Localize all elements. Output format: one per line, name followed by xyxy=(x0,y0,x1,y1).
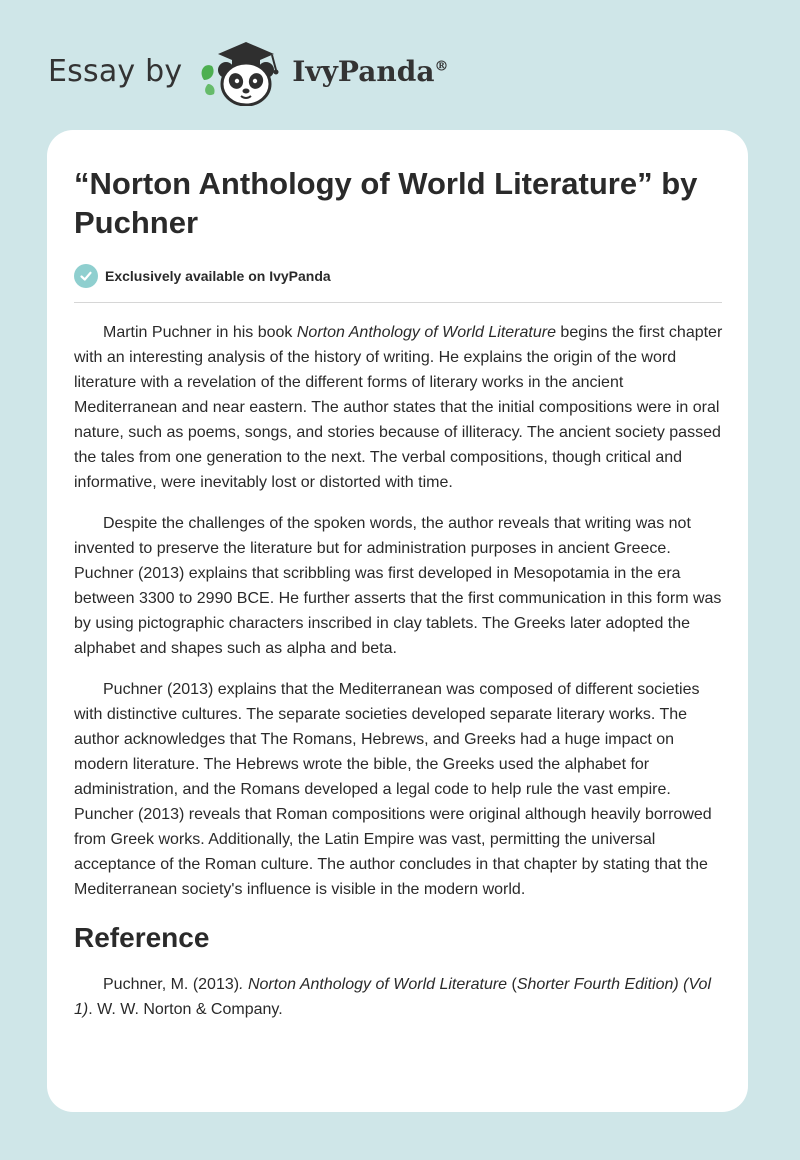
essay-body xyxy=(74,320,724,1038)
exclusive-badge-row xyxy=(74,264,331,288)
essay-title: “Norton Anthology of World Literature” by Puchner xyxy=(74,166,698,240)
paragraph-2: Despite the challenges of the spoken words, the author reveals that writing was not invented to preserve the literature but for administration purposes in ancient Greece. Puchner (2013) explains that scribbling was first developed in Mesopotamia in the era between 3300 to 2990 BCE. He further asserts that the first communication in this form was by using pictographic characters inscribed in clay tablets. The Greeks later adopted the alphabet and shapes such as alpha and beta. xyxy=(74,515,722,657)
essay-by-label: Essay by xyxy=(48,53,183,89)
panda-logo-icon[interactable] xyxy=(196,36,288,106)
brand-name[interactable]: IvyPanda® xyxy=(292,54,449,88)
site-header xyxy=(48,36,448,106)
reference-entry: Puchner, M. (2013). Norton Anthology of World Literature (Shorter Fourth Edition) (Vol 1). W. W. Norton & Company. xyxy=(74,976,711,1018)
divider xyxy=(74,302,722,303)
reference-heading: Reference xyxy=(74,922,210,953)
paragraph-3: Puchner (2013) explains that the Mediterranean was composed of different societies with distinctive cultures. The separate societies developed separate literary works. The author acknowledges that The Romans, Hebrews, and Greeks had a huge impact on modern literature. The Hebrews wrote the bible, the Greeks used the alphabet for administration, and the Romans developed a legal code to help rule the vast empire. Puncher (2013) reveals that Roman compositions were original although heavily borrowed from Greek works. Additionally, the Latin Empire was vast, permitting the universal acceptance of the Roman culture. The author concludes in that chapter by stating that the Mediterranean society's influence is visible in the modern world. xyxy=(74,681,712,898)
paragraph-1: Martin Puchner in his book Norton Anthology of World Literature begins the first chapter with an interesting analysis of the history of writing. He explains the origin of the word literature with a revelation of the different forms of literary works in the ancient Mediterranean and near eastern. The author states that the initial compositions were in oral nature, such as poems, songs, and stories because of illiteracy. The ancient society passed the tales from one generation to the next. The verbal compositions, though critical and informative, were inevitably lost or distorted with time. xyxy=(74,324,723,491)
exclusive-label: Exclusively available on IvyPanda xyxy=(105,268,331,284)
registered-mark: ® xyxy=(434,58,449,75)
check-icon xyxy=(74,264,98,288)
essay-card xyxy=(47,130,748,1112)
